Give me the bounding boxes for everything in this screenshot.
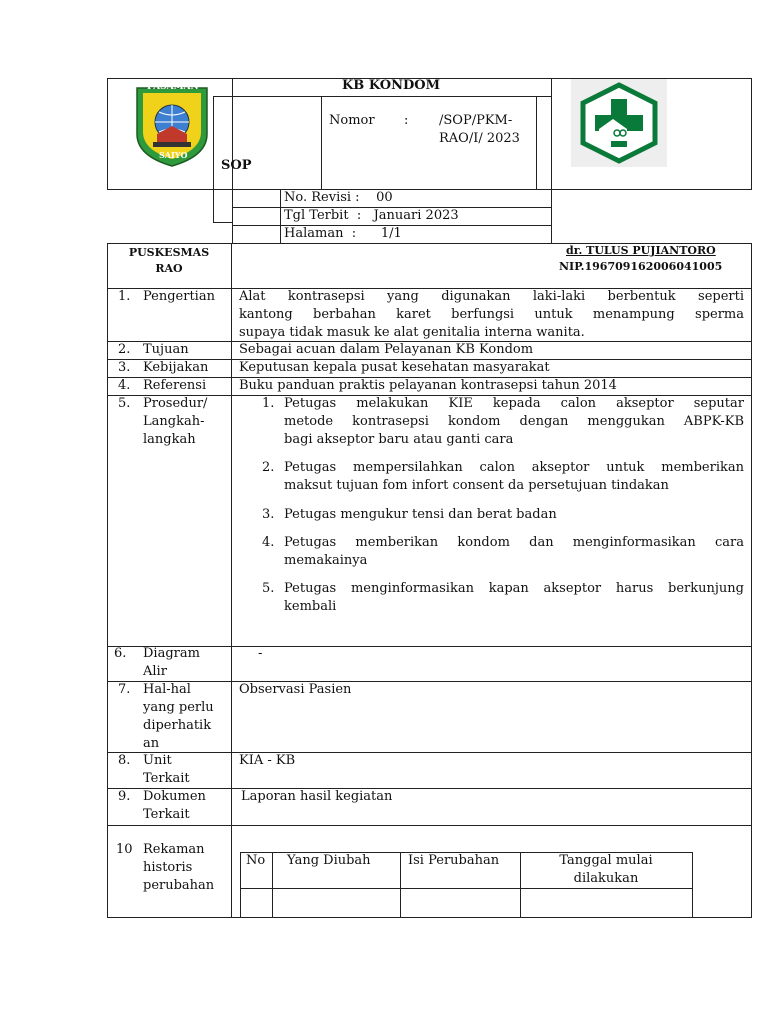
signer-nip: NIP.196709162006041005 bbox=[559, 260, 723, 273]
history-col-tanggal-1: Tanggal mulai bbox=[559, 853, 653, 868]
section-6-num: 6. bbox=[114, 646, 127, 661]
section-4-num: 4. bbox=[118, 378, 131, 393]
history-col-tanggal-2: dilakukan bbox=[573, 871, 639, 886]
section-1-num: 1. bbox=[118, 289, 131, 304]
puskesmas-name-1: PUSKESMAS bbox=[128, 246, 210, 259]
step-4-line-2: memakainya bbox=[284, 553, 368, 568]
section-7-label-4: an bbox=[143, 736, 160, 751]
section-5-label-3: langkah bbox=[143, 432, 196, 447]
section-5-label-1: Prosedur/ bbox=[143, 396, 208, 411]
section-9-label-2: Terkait bbox=[143, 807, 190, 822]
document-title: KB KONDOM bbox=[342, 78, 440, 93]
section-7-label-2: yang perlu bbox=[143, 700, 214, 715]
step-5-line-1: Petugas menginformasikan kapan akseptor harus berkunjung bbox=[284, 581, 744, 596]
step-1-num: 1. bbox=[262, 396, 275, 411]
section-4-label: Referensi bbox=[143, 378, 207, 393]
step-3-num: 3. bbox=[262, 507, 275, 522]
section-7-label-3: diperhatik bbox=[143, 718, 212, 733]
nomor-value-2: RAO/I/ 2023 bbox=[439, 131, 520, 146]
step-2-line-2: maksut tujuan fom infort consent da persetujuan tindakan bbox=[284, 478, 669, 493]
section-1-label: Pengertian bbox=[143, 289, 215, 304]
signer-name: dr. TULUS PUJIANTORO bbox=[566, 244, 716, 257]
section-5-num: 5. bbox=[118, 396, 131, 411]
section-7-label-1: Hal-hal bbox=[143, 682, 191, 697]
step-5-num: 5. bbox=[262, 581, 275, 596]
puskesmas-cross-icon bbox=[571, 79, 667, 167]
step-4-num: 4. bbox=[262, 535, 275, 550]
terbit-row: Tgl Terbit : Januari 2023 bbox=[284, 208, 459, 223]
section-2-label: Tujuan bbox=[143, 342, 189, 357]
section-10-label-3: perubahan bbox=[143, 878, 215, 893]
section-3-num: 3. bbox=[118, 360, 131, 375]
section-10-label-2: historis bbox=[143, 860, 193, 875]
section-7-text: Observasi Pasien bbox=[239, 682, 352, 697]
step-1-line-1: Petugas melakukan KIE kepada calon akseptor seputar bbox=[284, 396, 744, 411]
section-3-text: Keputusan kepala pusat kesehatan masyarakat bbox=[239, 360, 550, 375]
section-7-num: 7. bbox=[118, 682, 131, 697]
logo-text-bottom: SAIYO bbox=[159, 150, 188, 160]
history-col-yang-diubah: Yang Diubah bbox=[287, 853, 371, 868]
pasaman-logo-icon bbox=[131, 82, 213, 168]
section-8-num: 8. bbox=[118, 753, 131, 768]
section-2-num: 2. bbox=[118, 342, 131, 357]
section-3-label: Kebijakan bbox=[143, 360, 209, 375]
section-4-text: Buku panduan praktis pelayanan kontrasepsi tahun 2014 bbox=[239, 378, 617, 393]
step-4-line-1: Petugas memberikan kondom dan menginformasikan cara bbox=[284, 535, 744, 550]
nomor-label: Nomor bbox=[329, 113, 375, 128]
step-1-line-2: metode kontrasepsi kondom dengan menggukan ABPK-KB bbox=[284, 414, 744, 429]
step-2-line-1: Petugas mempersilahkan calon akseptor untuk memberikan bbox=[284, 460, 744, 475]
section-10-num: 10 bbox=[116, 842, 133, 857]
puskesmas-name-2: RAO bbox=[155, 262, 183, 275]
section-8-label-1: Unit bbox=[143, 753, 172, 768]
nomor-value-1: /SOP/PKM- bbox=[439, 113, 513, 128]
section-8-label-2: Terkait bbox=[143, 771, 190, 786]
step-1-line-3: bagi akseptor baru atau ganti cara bbox=[284, 432, 514, 447]
section-9-num: 9. bbox=[118, 789, 131, 804]
step-2-num: 2. bbox=[262, 460, 275, 475]
step-5-line-2: kembali bbox=[284, 599, 337, 614]
section-5-label-2: Langkah- bbox=[143, 414, 205, 429]
section-6-label-1: Diagram bbox=[143, 646, 200, 661]
section-1-line-3: supaya tidak masuk ke alat genitalia interna wanita. bbox=[239, 325, 585, 340]
logo-text-top: PASAMAN bbox=[147, 82, 199, 92]
revisi-row: No. Revisi : 00 bbox=[284, 190, 393, 205]
history-col-isi-perubahan: Isi Perubahan bbox=[408, 853, 500, 868]
nomor-colon: : bbox=[404, 113, 409, 128]
halaman-row: Halaman : 1/1 bbox=[284, 226, 402, 241]
section-10-label-1: Rekaman bbox=[143, 842, 205, 857]
sop-label: SOP bbox=[221, 158, 252, 173]
section-1-line-1: Alat kontrasepsi yang digunakan laki-laki berbentuk seperti bbox=[239, 289, 744, 304]
history-col-no: No bbox=[246, 853, 266, 868]
section-2-text: Sebagai acuan dalam Pelayanan KB Kondom bbox=[239, 342, 534, 357]
section-9-text: Laporan hasil kegiatan bbox=[241, 789, 393, 804]
section-6-label-2: Alir bbox=[143, 664, 167, 679]
section-6-text: - bbox=[258, 646, 263, 661]
step-3-line-1: Petugas mengukur tensi dan berat badan bbox=[284, 507, 557, 522]
section-8-text: KIA - KB bbox=[239, 753, 296, 768]
section-9-label-1: Dokumen bbox=[143, 789, 206, 804]
section-1-line-2: kantong berbahan karet berfungsi untuk menampung sperma bbox=[239, 307, 744, 322]
